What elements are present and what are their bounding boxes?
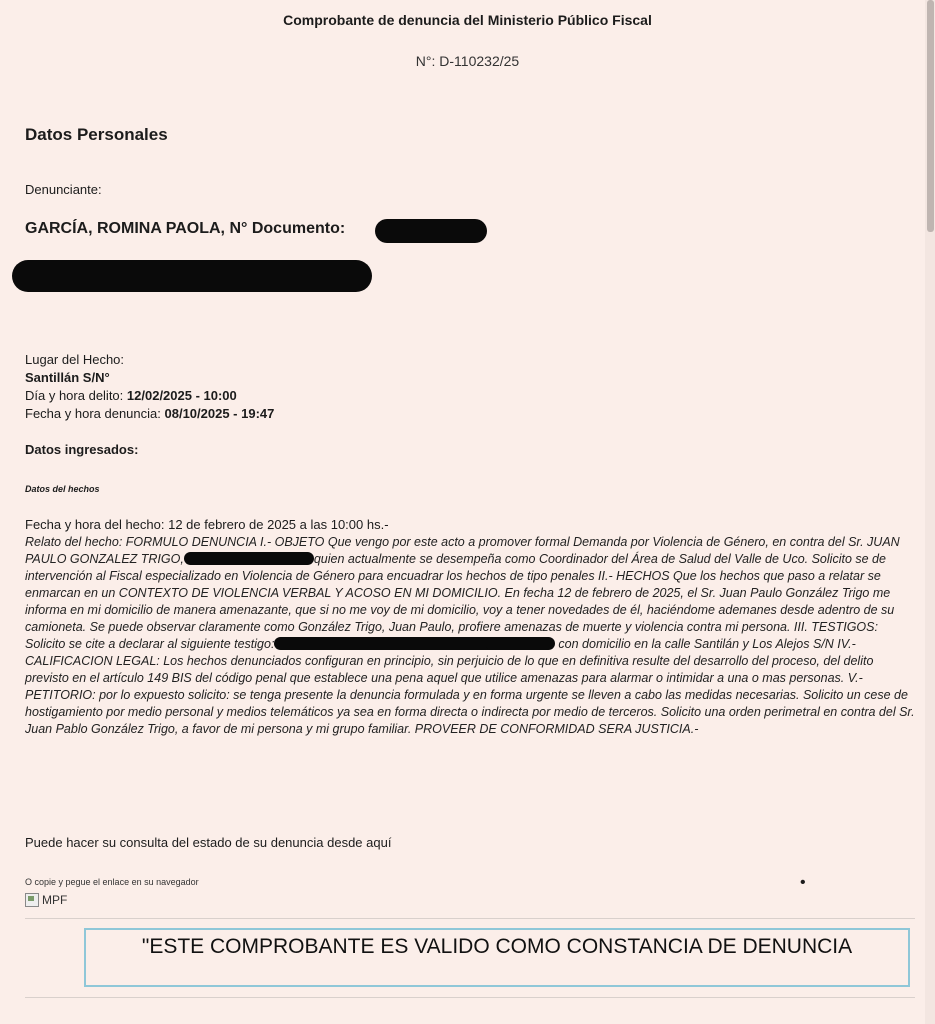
status-query-link[interactable]: Puede hacer su consulta del estado de su denuncia desde aquí	[25, 835, 392, 850]
crime-datetime-line	[25, 388, 237, 403]
complainant-name: GARCÍA, ROMINA PAOLA, N° Documento:	[25, 220, 346, 237]
place-label: Lugar del Hecho:	[25, 352, 125, 367]
mpf-logo-image	[25, 893, 67, 907]
complaint-datetime-line	[25, 406, 274, 421]
crime-datetime-label: Día y hora delito:	[25, 388, 124, 403]
narrative-part-1: Relato del hecho: FORMULO DENUNCIA I.- OBJETO Que vengo por este acto a promover formal Demanda por Violencia de Género, en contra del Sr. JUAN PAULO GONZALEZ TRIGO,	[25, 535, 900, 566]
narrative-part-2: quien actualmente se desempeña como Coordinador del Área de Salud del Valle de Uco. Solicito se de intervención al Fiscal especializado en Violencia de Género para encuadrar los hechos de tipo penales II.- HECHOS Que los hechos que paso a relatar se enmarcan en un CONTEXTO DE VIOLENCIA VERBAL Y ACOSO EN MI DOMICILIO. En fecha 12 de febrero de 2025, el Sr. Juan Paulo González Trigo me informa en mi domicilio de manera amenazante, que si no me voy de mi domicilio, voy a tener novedades de él, haciéndome ademanes desde adentro de su camioneta. Se puede observar claramente como González Trigo, Juan Paulo, profiere amenazas de muerte y violencia contra mi persona. III. TESTIGOS: Solicito se cite a declarar al siguiente testigo:	[25, 552, 895, 651]
entered-data-heading: Datos ingresados:	[25, 442, 139, 457]
redaction-witness-name	[274, 637, 499, 650]
fact-datetime: Fecha y hora del hecho: 12 de febrero de 2025 a las 10:00 hs.-	[25, 517, 389, 532]
redaction-accused-id	[184, 552, 314, 565]
facts-subheading: Datos del hechos	[25, 484, 100, 494]
redaction-document-number	[375, 219, 487, 243]
complaint-datetime-value: 08/10/2025 - 19:47	[164, 406, 275, 421]
complainant-label: Denunciante:	[25, 182, 102, 197]
divider-bottom	[25, 997, 915, 998]
bullet-dot: •	[800, 874, 806, 891]
mpf-logo-alt: MPF	[42, 893, 68, 907]
document-title: Comprobante de denuncia del Ministerio Público Fiscal	[283, 12, 652, 28]
narrative-part-3: con domicilio en la calle Santilán y Los Alejos S/N IV.- CALIFICACION LEGAL: Los hechos denunciados configuran en principio, sin perjuicio de lo que en definitiva resulte del desarrollo del proceso, del delito previsto en el artículo 149 BIS del código penal que establece una pena aquel que utilice amenazas para alarmar o intimidar a una o mas personas. V.- PETITORIO: por lo expuesto solicito: se tenga presente la denuncia formulada y en forma urgente se lleven a cabo las medidas necesarias. Solicito un cese de hostigamiento por medio personal y medios telemáticos ya sea en forma directa o indirecta por medio de terceros. Solicito una orden perimetral en contra del Sr. Juan Pablo González Trigo, a favor de mi persona y mi grupo familiar. PROVEER DE CONFORMIDAD SERA JUSTICIA.-	[25, 637, 915, 736]
redaction-witness-id	[485, 637, 555, 650]
personal-data-heading: Datos Personales	[25, 125, 168, 144]
redaction-address	[12, 260, 372, 292]
place-value: Santillán S/N°	[25, 370, 110, 385]
complaint-datetime-label: Fecha y hora denuncia:	[25, 406, 161, 421]
broken-image-icon	[25, 893, 39, 907]
crime-datetime-value: 12/02/2025 - 10:00	[126, 388, 237, 403]
scrollbar-thumb[interactable]	[927, 0, 934, 232]
complaint-number: N°: D-110232/25	[415, 53, 520, 69]
validity-notice: "ESTE COMPROBANTE ES VALIDO COMO CONSTANCIA DE DENUNCIA	[84, 928, 910, 987]
divider	[25, 918, 915, 919]
copy-link-hint: O copie y pegue el enlace en su navegador	[25, 877, 199, 887]
fact-narrative	[25, 534, 920, 738]
